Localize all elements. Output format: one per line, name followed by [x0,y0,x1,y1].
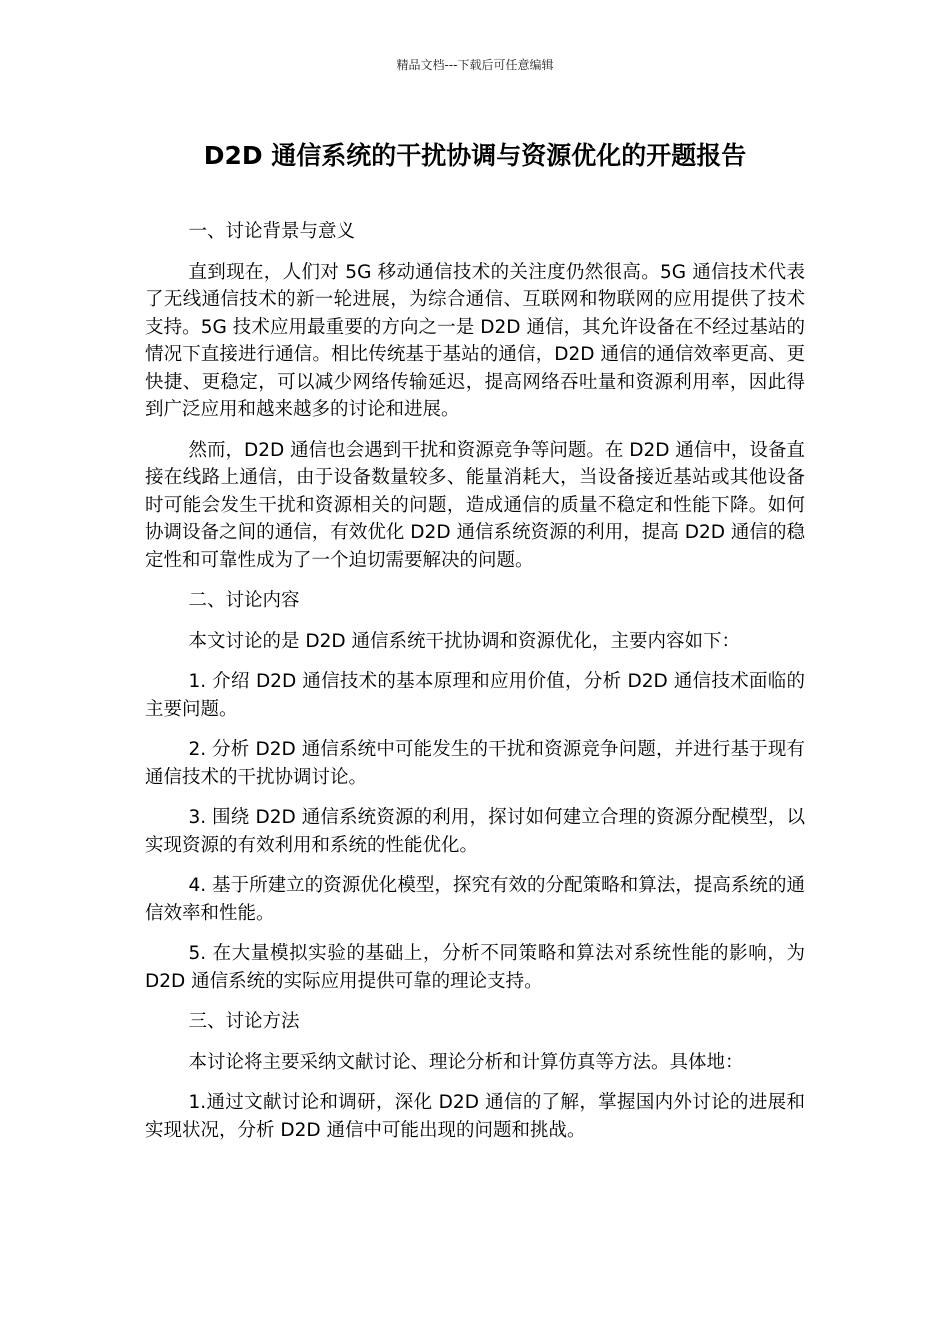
section-heading-content: 二、讨论内容 [188,590,300,611]
paragraph-content-intro: 本文讨论的是 D2D 通信系统干扰协调和资源优化，主要内容如下： [188,630,740,652]
paragraph-background: 直到现在，人们对 5G 移动通信技术的关注度仍然很高。5G 通信技术代表了无线通信技术的新一轮进展，为综合通信、互联网和物联网的应用提供了技术支持。5G 技术应用最重要的方向之一是 D2D 通信，其允许设备在不经过基站的情况下直接进行通信。相比传统基于基站的通信，D2D 通信的通信效率更高、更快捷、更稳定，可以减少网络传输延迟，提高网络吞吐量和资源利用率，因此得到广泛应用和越来越多的讨论和进展。 [145,261,805,420]
list-item: 2. 分析 D2D 通信系统中可能发生的干扰和资源竞争问题，并进行基于现有通信技术的干扰协调讨论。 [145,739,805,788]
section-heading-method: 三、讨论方法 [188,1011,300,1032]
list-item: 5. 在大量模拟实验的基础上，分析不同策略和算法对系统性能的影响，为 D2D 通信系统的实际应用提供可靠的理论支持。 [145,943,805,992]
section-heading-background: 一、讨论背景与意义 [188,221,355,242]
list-item: 4. 基于所建立的资源优化模型，探究有效的分配策略和算法，提高系统的通信效率和性能。 [145,875,805,924]
list-item: 3. 围绕 D2D 通信系统资源的利用，探讨如何建立合理的资源分配模型，以实现资源的有效利用和系统的性能优化。 [145,807,805,856]
list-item: 1. 介绍 D2D 通信技术的基本原理和应用价值，分析 D2D 通信技术面临的主要问题。 [145,671,805,720]
list-item: 1.通过文献讨论和调研，深化 D2D 通信的了解，掌握国内外讨论的进展和实现状况，分析 D2D 通信中可能出现的问题和挑战。 [145,1092,805,1141]
document-title: D2D 通信系统的干扰协调与资源优化的开题报告 [203,141,747,170]
document-body [145,218,805,1157]
paragraph-problem: 然而，D2D 通信也会遇到干扰和资源竞争等问题。在 D2D 通信中，设备直接在线路上通信，由于设备数量较多、能量消耗大，当设备接近基站或其他设备时可能会发生干扰和资源相关的问题，造成通信的质量不稳定和性能下降。如何协调设备之间的通信，有效优化 D2D 通信系统资源的利用，提高 D2D 通信的稳定性和可靠性成为了一个迫切需要解决的问题。 [145,439,805,571]
document-header-note: 精品文档---下载后可任意编辑 [396,58,554,72]
paragraph-method-intro: 本讨论将主要采纳文献讨论、理论分析和计算仿真等方法。具体地： [188,1051,744,1073]
